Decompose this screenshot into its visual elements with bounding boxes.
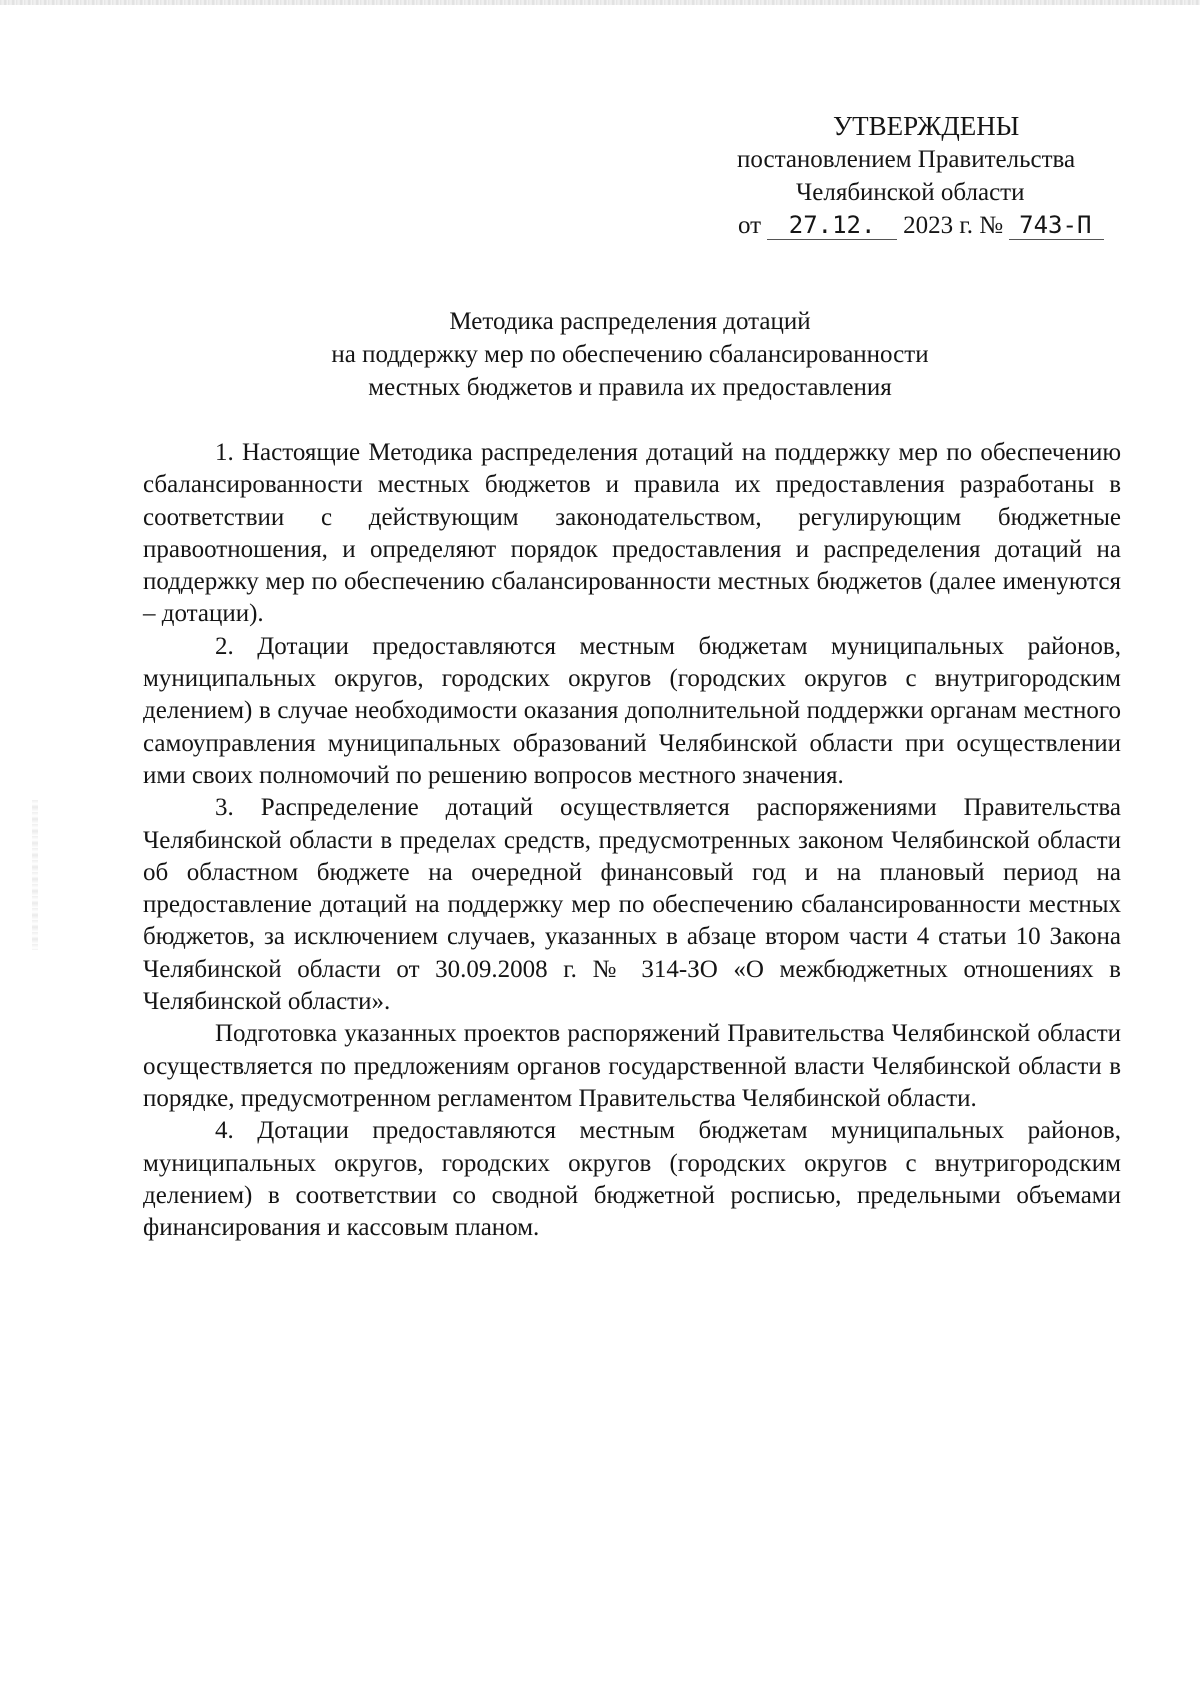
approval-number: 743-П xyxy=(1009,212,1104,240)
scan-margin-artifact xyxy=(32,800,38,950)
document-title-line: на поддержку мер по обеспечению сбалансированности xyxy=(331,341,929,368)
approval-title: УТВЕРЖДЕНЫ xyxy=(833,111,1020,141)
paragraph-3-continuation: Подготовка указанных проектов распоряжений Правительства Челябинской области осуществляется по предложениям органов государственной власти Челябинской области в порядке, предусмотренном регламентом Правительства Челябинской области. xyxy=(143,1020,1121,1112)
paragraph-4: 4. Дотации предоставляются местным бюджетам муниципальных районов, муниципальных округов, городских округов (городских округов с внутригородским делением) в соответствии со сводной бюджетной росписью, предельными объемами финансирования и кассовым планом. xyxy=(143,1117,1121,1242)
approval-line-region: Челябинской области xyxy=(796,179,1025,206)
document-title xyxy=(140,305,1120,404)
approval-stamp-block xyxy=(700,110,1130,242)
approval-year: 2023 г. № xyxy=(903,212,1004,239)
paragraph-3: 3. Распределение дотаций осуществляется распоряжениями Правительства Челябинской области в пределах средств, предусмотренных законом Челябинской области об областном бюджете на очередной финансовый год и на плановый период на предоставление дотаций на поддержку мер по обеспечению сбалансированности местных бюджетов, за исключением случаев, указанных в абзаце втором части 4 статьи 10 Закона Челябинской области от 30.09.2008 г. № 314-ЗО «О межбюджетных отношениях в Челябинской области». xyxy=(143,794,1121,1016)
document-body xyxy=(143,437,1121,1244)
document-title-line: Методика распределения дотаций xyxy=(449,308,811,335)
approval-prefix: от xyxy=(738,212,762,239)
document-title-line: местных бюджетов и правила их предоставления xyxy=(368,374,892,401)
paragraph-1: 1. Настоящие Методика распределения дотаций на поддержку мер по обеспечению сбалансированности местных бюджетов и правила их предоставления разработаны в соответствии с действующим законодательством, регулирующим бюджетные правоотношения, и определяют порядок предоставления и распределения дотаций на поддержку мер по обеспечению сбалансированности местных бюджетов (далее именуются – дотации). xyxy=(143,439,1121,628)
approval-line-decree: постановлением Правительства xyxy=(737,146,1076,173)
approval-date-line xyxy=(700,209,1130,242)
approval-date: 27.12. xyxy=(767,212,897,240)
paragraph-2: 2. Дотации предоставляются местным бюджетам муниципальных районов, муниципальных округов, городских округов (городских округов с внутригородским делением) в случае необходимости оказания дополнительной поддержки органам местного самоуправления муниципальных образований Челябинской области при осуществлении ими своих полномочий по решению вопросов местного значения. xyxy=(143,632,1121,789)
scan-edge-artifact xyxy=(0,0,1200,5)
